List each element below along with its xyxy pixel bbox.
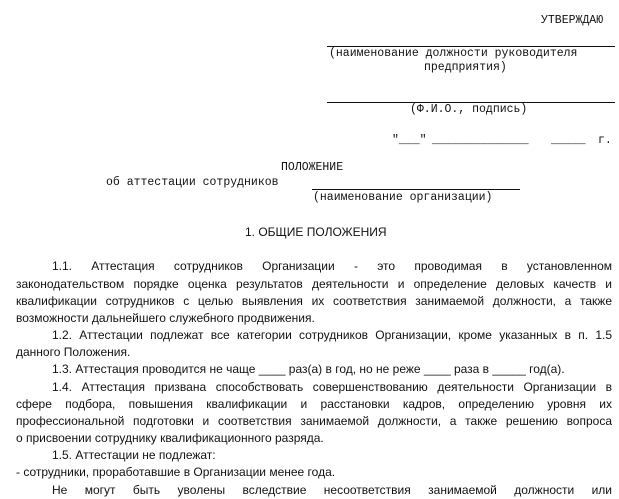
approval-title: УТВЕРЖДАЮ [541, 14, 604, 27]
position-caption-continued: предприятия) [424, 61, 507, 74]
document-subtitle: об аттестации сотрудников [106, 176, 279, 189]
paragraph-1-5: 1.5. Аттестации не подлежат: [52, 448, 216, 462]
paragraph-1-4-line-2: сфере подбора, повышения квалификации и расстановки кадров, определению уровня их [16, 397, 612, 411]
date-day-field: "___" [392, 134, 427, 147]
date-year-field: _____ [551, 134, 586, 147]
position-caption: (наименование должности руководителя [329, 47, 578, 60]
paragraph-1-1-line-1: 1.1. Аттестация сотрудников Организации - это проводимая в установленном [52, 259, 612, 273]
section-title: 1. ОБЩИЕ ПОЛОЖЕНИЯ [245, 225, 387, 239]
paragraph-1-5-item: - сотрудники, проработавшие в Организации менее года. [16, 465, 336, 479]
paragraph-1-1-line-3: квалификации сотрудников с целью выявления их соответствия занимаемой должности, а также [16, 294, 612, 308]
paragraph-1-2-line-1: 1.2. Аттестации подлежат все категории сотрудников Организации, кроме указанных в п. 1.5 [52, 328, 612, 342]
organization-name-line [312, 189, 520, 190]
paragraph-1-4-line-1: 1.4. Аттестация призвана способствовать совершенствованию деятельности Организации в [52, 380, 612, 394]
date-month-field: ______________ [432, 134, 529, 147]
fio-caption: (Ф.И.О., подпись) [410, 103, 528, 116]
paragraph-1-3: 1.3. Аттестация проводится не чаще ____ раз(а) в год, но не реже ____ раза в _____ год(а). [52, 362, 565, 376]
paragraph-1-1-line-4: возможности дальнейшего служебного продвижения. [16, 311, 315, 325]
paragraph-dismissal: Не могут быть уволены вследствие несоответствия занимаемой должности или [52, 483, 612, 497]
paragraph-1-2-line-2: данного Положения. [16, 345, 131, 359]
date-year-suffix: г. [598, 134, 612, 147]
document-title: ПОЛОЖЕНИЕ [281, 161, 344, 174]
organization-caption: (наименование организации) [313, 191, 493, 204]
paragraph-1-4-line-4: о присвоении сотруднику квалификационного разряда. [16, 431, 324, 445]
paragraph-1-4-line-3: профессиональной подготовки и соответствия занимаемой должности, а также решению вопроса [16, 414, 612, 428]
paragraph-1-1-line-2: законодательством порядке оценка результатов деятельности и определение деловых качеств и [16, 277, 612, 291]
